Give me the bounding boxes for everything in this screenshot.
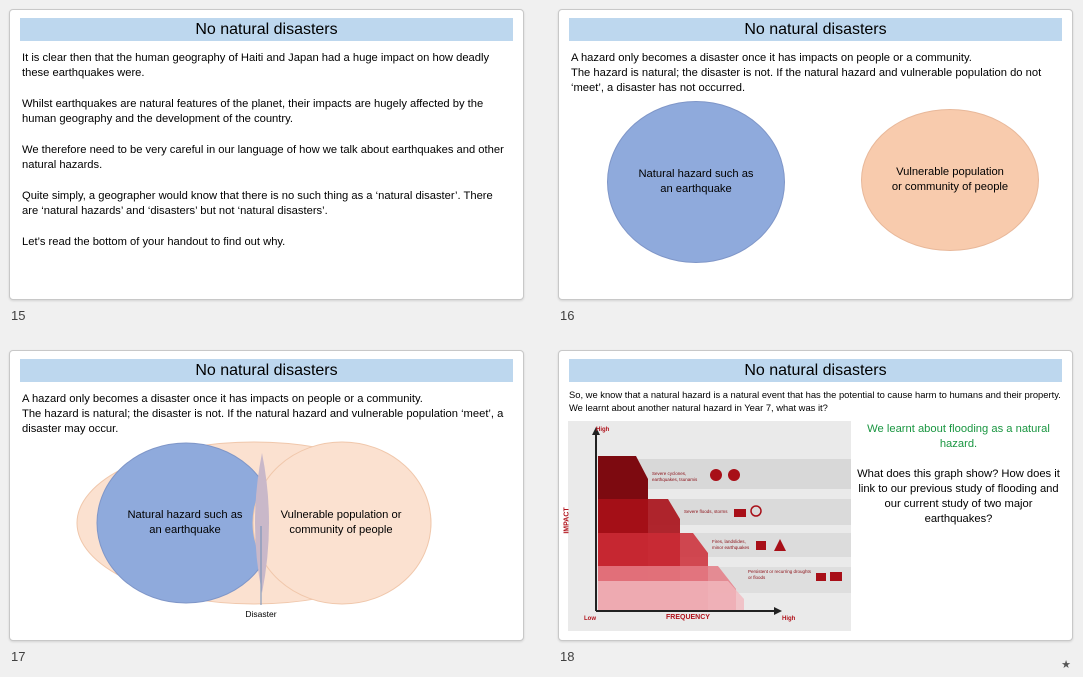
slide-thumbnail-17[interactable]: [9, 350, 524, 641]
slide-body-text: [22, 51, 512, 265]
text-line: A hazard only becomes a disaster once it has impacts on people or a community.: [571, 52, 972, 64]
text-line: The hazard is natural; the disaster is not. If the natural hazard and vulnerable population do not ‘meet’, a disaster has not occurred.: [571, 67, 1042, 94]
slide-title: No natural disasters: [569, 18, 1062, 41]
paragraph: Let’s read the bottom of your handout to find out why.: [22, 235, 286, 248]
paragraph: Whilst earthquakes are natural features of the planet, their impacts are hugely affected by the human geography and the development of the country.: [22, 97, 484, 126]
hazard-circle-label-box: [120, 501, 250, 545]
slide-title: No natural disasters: [569, 359, 1062, 382]
hazard-circle: [607, 101, 785, 263]
impact-frequency-graph: [563, 421, 851, 631]
slide-number: 17: [11, 649, 26, 664]
paragraph: Quite simply, a geographer would know that there is no such thing as a ‘natural disaster’. There are ‘natural hazards’ and ‘disasters’ but not ‘natural disasters’.: [22, 189, 493, 217]
star-icon: ★: [1061, 659, 1071, 671]
venn-diagram: [10, 351, 523, 640]
slide-right-text: [855, 422, 1062, 527]
text-line: The hazard is natural; the disaster is not. If the natural hazard and vulnerable population ‘meet’, a disaster may occur.: [22, 408, 504, 435]
slide-thumbnail-16[interactable]: [558, 9, 1073, 300]
slide-intro-text: So, we know that a natural hazard is a natural event that has the potential to cause harm to humans and their property. We learnt about another natural hazard in Year 7, what was it?: [569, 389, 1061, 413]
text-line: A hazard only becomes a disaster once it has impacts on people or a community.: [22, 393, 423, 405]
slide-body-text: [571, 51, 1061, 96]
population-circle-label-box: [276, 499, 406, 547]
slide-number: 18: [560, 649, 575, 664]
answer-text: We learnt about flooding as a natural hazard.: [867, 423, 1050, 450]
y-axis-title: IMPACT: [563, 507, 571, 534]
paragraph: It is clear then that the human geography of Haiti and Japan had a huge impact on how deadly these earthquakes were.: [22, 52, 490, 80]
paragraph: We therefore need to be very careful in our language of how we talk about earthquakes and other natural hazards.: [22, 143, 504, 172]
slide-thumbnail-15[interactable]: [9, 9, 524, 300]
slide-number: 15: [11, 308, 26, 323]
hazard-circle-label: Natural hazard such as an earthquake: [638, 168, 754, 195]
tier-label: Fires, landslides, minor earthquakes: [712, 539, 750, 550]
x-axis-high-label: High: [782, 616, 796, 622]
question-text: What does this graph show? How does it link to our previous study of flooding and our current study of two major earthquakes?: [857, 468, 1060, 525]
tier-label: Severe cyclones, earthquakes, tsunamis: [652, 471, 698, 482]
population-circle-label: Vulnerable population or community of people: [891, 166, 1009, 193]
tier-label: Severe floods, storms: [684, 509, 728, 514]
axis-low-label: Low: [584, 616, 596, 622]
disaster-label: Disaster: [245, 609, 277, 619]
x-axis-title: FREQUENCY: [666, 614, 710, 621]
population-circle: [861, 109, 1039, 251]
y-axis-high-label: High: [596, 427, 610, 433]
slide-number: 16: [560, 308, 575, 323]
slide-title: No natural disasters: [20, 359, 513, 382]
hazard-circle-label: Natural hazard such as an earthquake: [127, 509, 243, 536]
slide-thumbnail-18[interactable]: [558, 350, 1073, 641]
tier-label: Persistent or recurring droughts or floods: [748, 569, 812, 580]
slide-title: No natural disasters: [20, 18, 513, 41]
population-circle-label: Vulnerable population or community of people: [280, 509, 402, 536]
